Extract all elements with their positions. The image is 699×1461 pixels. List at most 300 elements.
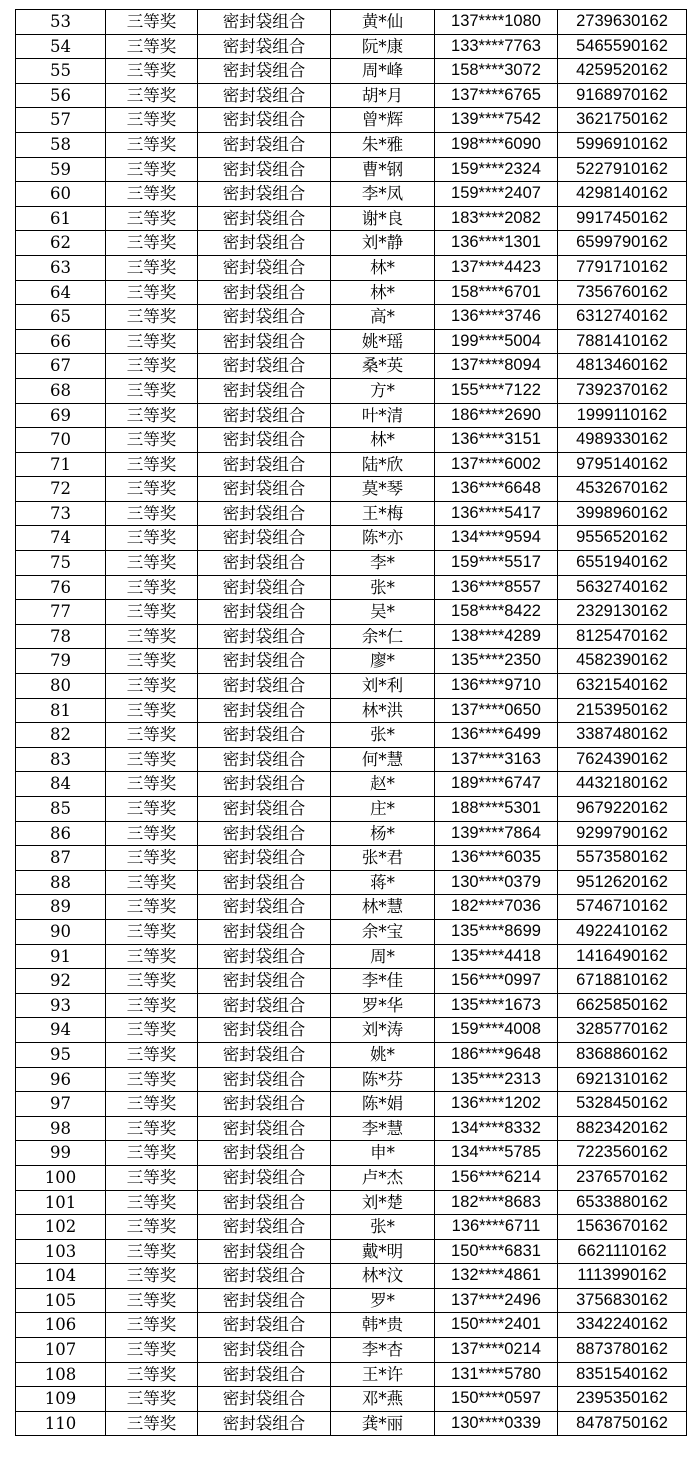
order-code-cell: 5328450162: [558, 1092, 687, 1117]
winner-name-cell: 张*: [331, 575, 435, 600]
winner-phone-cell: 150****6831: [435, 1239, 558, 1264]
prize-item-cell: 密封袋组合: [198, 477, 331, 502]
prize-level-cell: 三等奖: [106, 255, 198, 280]
table-row: [16, 526, 687, 551]
winner-name-cell: 李*杏: [331, 1338, 435, 1363]
winner-phone-cell: 139****7542: [435, 108, 558, 133]
prize-item-cell: 密封袋组合: [198, 305, 331, 330]
table-row: [16, 1018, 687, 1043]
winner-phone-cell: 136****3746: [435, 305, 558, 330]
order-code-cell: 4989330162: [558, 428, 687, 453]
winner-name-cell: 李*凤: [331, 182, 435, 207]
winner-phone-cell: 136****8557: [435, 575, 558, 600]
table-row: [16, 1411, 687, 1436]
order-code-cell: 7791710162: [558, 255, 687, 280]
prize-level-cell: 三等奖: [106, 919, 198, 944]
order-code-cell: 9512620162: [558, 870, 687, 895]
prize-level-cell: 三等奖: [106, 108, 198, 133]
row-number-cell: 74: [16, 526, 106, 551]
row-number-cell: 60: [16, 182, 106, 207]
winner-name-cell: 叶*清: [331, 403, 435, 428]
prize-item-cell: 密封袋组合: [198, 83, 331, 108]
order-code-cell: 4532670162: [558, 477, 687, 502]
prize-item-cell: 密封袋组合: [198, 1362, 331, 1387]
order-code-cell: 8125470162: [558, 624, 687, 649]
prize-item-cell: 密封袋组合: [198, 1264, 331, 1289]
table-row: [16, 1092, 687, 1117]
winner-phone-cell: 137****4423: [435, 255, 558, 280]
winner-name-cell: 刘*涛: [331, 1018, 435, 1043]
order-code-cell: 9556520162: [558, 526, 687, 551]
prize-level-cell: 三等奖: [106, 477, 198, 502]
prize-level-cell: 三等奖: [106, 895, 198, 920]
winner-name-cell: 王*梅: [331, 501, 435, 526]
table-row: [16, 59, 687, 84]
winner-phone-cell: 150****0597: [435, 1387, 558, 1412]
winner-phone-cell: 136****3151: [435, 428, 558, 453]
winner-phone-cell: 136****6648: [435, 477, 558, 502]
winner-name-cell: 何*慧: [331, 747, 435, 772]
winner-name-cell: 谢*良: [331, 206, 435, 231]
table-row: [16, 1165, 687, 1190]
winner-phone-cell: 137****3163: [435, 747, 558, 772]
winner-name-cell: 黄*仙: [331, 10, 435, 35]
row-number-cell: 57: [16, 108, 106, 133]
prize-item-cell: 密封袋组合: [198, 501, 331, 526]
winner-name-cell: 李*慧: [331, 1116, 435, 1141]
prize-level-cell: 三等奖: [106, 698, 198, 723]
winner-name-cell: 林*: [331, 428, 435, 453]
prize-item-cell: 密封袋组合: [198, 797, 331, 822]
prize-item-cell: 密封袋组合: [198, 551, 331, 576]
winner-phone-cell: 137****6002: [435, 452, 558, 477]
winner-name-cell: 周*峰: [331, 59, 435, 84]
prize-level-cell: 三等奖: [106, 649, 198, 674]
table-row: [16, 403, 687, 428]
row-number-cell: 90: [16, 919, 106, 944]
winner-phone-cell: 183****2082: [435, 206, 558, 231]
prize-item-cell: 密封袋组合: [198, 1116, 331, 1141]
winner-name-cell: 余*宝: [331, 919, 435, 944]
prize-item-cell: 密封袋组合: [198, 1042, 331, 1067]
row-number-cell: 61: [16, 206, 106, 231]
table-row: [16, 993, 687, 1018]
prize-level-cell: 三等奖: [106, 772, 198, 797]
winners-sheet: [15, 9, 686, 1436]
winner-phone-cell: 156****0997: [435, 969, 558, 994]
prize-item-cell: 密封袋组合: [198, 329, 331, 354]
prize-item-cell: 密封袋组合: [198, 895, 331, 920]
row-number-cell: 87: [16, 846, 106, 871]
table-row: [16, 944, 687, 969]
row-number-cell: 104: [16, 1264, 106, 1289]
prize-level-cell: 三等奖: [106, 1092, 198, 1117]
winner-name-cell: 林*: [331, 280, 435, 305]
winner-name-cell: 戴*明: [331, 1239, 435, 1264]
prize-level-cell: 三等奖: [106, 305, 198, 330]
table-row: [16, 10, 687, 35]
order-code-cell: 6533880162: [558, 1190, 687, 1215]
winner-phone-cell: 138****4289: [435, 624, 558, 649]
prize-item-cell: 密封袋组合: [198, 1092, 331, 1117]
winner-name-cell: 莫*琴: [331, 477, 435, 502]
prize-level-cell: 三等奖: [106, 59, 198, 84]
table-row: [16, 1264, 687, 1289]
order-code-cell: 3387480162: [558, 723, 687, 748]
winner-phone-cell: 137****0214: [435, 1338, 558, 1363]
winner-phone-cell: 135****2313: [435, 1067, 558, 1092]
winner-name-cell: 周*: [331, 944, 435, 969]
winner-name-cell: 桑*英: [331, 354, 435, 379]
row-number-cell: 110: [16, 1411, 106, 1436]
order-code-cell: 9917450162: [558, 206, 687, 231]
order-code-cell: 6621110162: [558, 1239, 687, 1264]
prize-item-cell: 密封袋组合: [198, 944, 331, 969]
winner-phone-cell: 130****0379: [435, 870, 558, 895]
row-number-cell: 108: [16, 1362, 106, 1387]
order-code-cell: 2376570162: [558, 1165, 687, 1190]
winner-phone-cell: 136****9710: [435, 674, 558, 699]
prize-item-cell: 密封袋组合: [198, 821, 331, 846]
prize-level-cell: 三等奖: [106, 624, 198, 649]
prize-level-cell: 三等奖: [106, 182, 198, 207]
table-row: [16, 1239, 687, 1264]
prize-level-cell: 三等奖: [106, 1215, 198, 1240]
prize-item-cell: 密封袋组合: [198, 231, 331, 256]
prize-item-cell: 密封袋组合: [198, 206, 331, 231]
winner-phone-cell: 137****6765: [435, 83, 558, 108]
winner-phone-cell: 137****0650: [435, 698, 558, 723]
prize-item-cell: 密封袋组合: [198, 969, 331, 994]
prize-item-cell: 密封袋组合: [198, 452, 331, 477]
winner-phone-cell: 159****2324: [435, 157, 558, 182]
row-number-cell: 62: [16, 231, 106, 256]
row-number-cell: 91: [16, 944, 106, 969]
winner-phone-cell: 186****9648: [435, 1042, 558, 1067]
table-row: [16, 846, 687, 871]
table-row: [16, 206, 687, 231]
prize-level-cell: 三等奖: [106, 157, 198, 182]
row-number-cell: 92: [16, 969, 106, 994]
row-number-cell: 79: [16, 649, 106, 674]
table-row: [16, 797, 687, 822]
prize-level-cell: 三等奖: [106, 797, 198, 822]
order-code-cell: 4813460162: [558, 354, 687, 379]
prize-level-cell: 三等奖: [106, 1042, 198, 1067]
winner-name-cell: 庄*: [331, 797, 435, 822]
row-number-cell: 105: [16, 1288, 106, 1313]
row-number-cell: 95: [16, 1042, 106, 1067]
prize-level-cell: 三等奖: [106, 600, 198, 625]
winner-name-cell: 林*汶: [331, 1264, 435, 1289]
winner-name-cell: 曾*辉: [331, 108, 435, 133]
table-row: [16, 354, 687, 379]
order-code-cell: 6921310162: [558, 1067, 687, 1092]
winner-name-cell: 刘*利: [331, 674, 435, 699]
winner-name-cell: 张*: [331, 1215, 435, 1240]
prize-item-cell: 密封袋组合: [198, 600, 331, 625]
winner-name-cell: 姚*瑶: [331, 329, 435, 354]
table-row: [16, 698, 687, 723]
winner-name-cell: 龚*丽: [331, 1411, 435, 1436]
winner-name-cell: 陈*芬: [331, 1067, 435, 1092]
table-row: [16, 501, 687, 526]
order-code-cell: 6718810162: [558, 969, 687, 994]
order-code-cell: 7356760162: [558, 280, 687, 305]
order-code-cell: 8873780162: [558, 1338, 687, 1363]
prize-level-cell: 三等奖: [106, 1190, 198, 1215]
order-code-cell: 7624390162: [558, 747, 687, 772]
order-code-cell: 1563670162: [558, 1215, 687, 1240]
prize-level-cell: 三等奖: [106, 1338, 198, 1363]
table-row: [16, 1288, 687, 1313]
row-number-cell: 53: [16, 10, 106, 35]
order-code-cell: 6551940162: [558, 551, 687, 576]
order-code-cell: 3285770162: [558, 1018, 687, 1043]
order-code-cell: 4259520162: [558, 59, 687, 84]
winner-name-cell: 赵*: [331, 772, 435, 797]
prize-level-cell: 三等奖: [106, 944, 198, 969]
order-code-cell: 8823420162: [558, 1116, 687, 1141]
prize-item-cell: 密封袋组合: [198, 378, 331, 403]
row-number-cell: 85: [16, 797, 106, 822]
table-row: [16, 772, 687, 797]
row-number-cell: 86: [16, 821, 106, 846]
table-row: [16, 329, 687, 354]
prize-level-cell: 三等奖: [106, 403, 198, 428]
row-number-cell: 89: [16, 895, 106, 920]
winner-phone-cell: 182****8683: [435, 1190, 558, 1215]
prize-item-cell: 密封袋组合: [198, 157, 331, 182]
prize-level-cell: 三等奖: [106, 526, 198, 551]
prize-level-cell: 三等奖: [106, 501, 198, 526]
winner-phone-cell: 136****5417: [435, 501, 558, 526]
order-code-cell: 6599790162: [558, 231, 687, 256]
winner-phone-cell: 159****4008: [435, 1018, 558, 1043]
prize-level-cell: 三等奖: [106, 575, 198, 600]
prize-level-cell: 三等奖: [106, 821, 198, 846]
prize-item-cell: 密封袋组合: [198, 1067, 331, 1092]
prize-item-cell: 密封袋组合: [198, 354, 331, 379]
table-row: [16, 1067, 687, 1092]
row-number-cell: 77: [16, 600, 106, 625]
prize-item-cell: 密封袋组合: [198, 1338, 331, 1363]
prize-level-cell: 三等奖: [106, 452, 198, 477]
winner-name-cell: 刘*楚: [331, 1190, 435, 1215]
prize-level-cell: 三等奖: [106, 354, 198, 379]
row-number-cell: 58: [16, 132, 106, 157]
prize-item-cell: 密封袋组合: [198, 1215, 331, 1240]
winner-name-cell: 曹*钢: [331, 157, 435, 182]
row-number-cell: 54: [16, 34, 106, 59]
prize-item-cell: 密封袋组合: [198, 428, 331, 453]
prize-item-cell: 密封袋组合: [198, 993, 331, 1018]
row-number-cell: 70: [16, 428, 106, 453]
winner-name-cell: 陆*欣: [331, 452, 435, 477]
table-row: [16, 1313, 687, 1338]
winner-phone-cell: 136****6711: [435, 1215, 558, 1240]
order-code-cell: 7223560162: [558, 1141, 687, 1166]
row-number-cell: 63: [16, 255, 106, 280]
prize-item-cell: 密封袋组合: [198, 575, 331, 600]
order-code-cell: 2739630162: [558, 10, 687, 35]
order-code-cell: 1113990162: [558, 1264, 687, 1289]
prize-level-cell: 三等奖: [106, 747, 198, 772]
winner-name-cell: 罗*: [331, 1288, 435, 1313]
prize-item-cell: 密封袋组合: [198, 34, 331, 59]
winner-name-cell: 吴*: [331, 600, 435, 625]
winner-phone-cell: 136****6035: [435, 846, 558, 871]
table-row: [16, 919, 687, 944]
prize-item-cell: 密封袋组合: [198, 723, 331, 748]
winner-phone-cell: 159****5517: [435, 551, 558, 576]
order-code-cell: 3756830162: [558, 1288, 687, 1313]
row-number-cell: 78: [16, 624, 106, 649]
order-code-cell: 4432180162: [558, 772, 687, 797]
row-number-cell: 71: [16, 452, 106, 477]
prize-level-cell: 三等奖: [106, 1116, 198, 1141]
winner-name-cell: 张*: [331, 723, 435, 748]
prize-level-cell: 三等奖: [106, 83, 198, 108]
winners-table-body: [16, 10, 687, 1436]
winner-phone-cell: 132****4861: [435, 1264, 558, 1289]
table-row: [16, 378, 687, 403]
table-row: [16, 1190, 687, 1215]
prize-level-cell: 三等奖: [106, 378, 198, 403]
winner-phone-cell: 135****2350: [435, 649, 558, 674]
prize-item-cell: 密封袋组合: [198, 255, 331, 280]
table-row: [16, 895, 687, 920]
prize-level-cell: 三等奖: [106, 1239, 198, 1264]
winner-name-cell: 韩*贵: [331, 1313, 435, 1338]
order-code-cell: 1999110162: [558, 403, 687, 428]
prize-level-cell: 三等奖: [106, 132, 198, 157]
table-row: [16, 575, 687, 600]
order-code-cell: 6312740162: [558, 305, 687, 330]
winner-name-cell: 李*: [331, 551, 435, 576]
prize-level-cell: 三等奖: [106, 674, 198, 699]
winners-table: [15, 9, 687, 1436]
winner-name-cell: 陈*亦: [331, 526, 435, 551]
order-code-cell: 8478750162: [558, 1411, 687, 1436]
prize-item-cell: 密封袋组合: [198, 674, 331, 699]
prize-item-cell: 密封袋组合: [198, 698, 331, 723]
row-number-cell: 93: [16, 993, 106, 1018]
row-number-cell: 100: [16, 1165, 106, 1190]
table-row: [16, 674, 687, 699]
winner-name-cell: 刘*静: [331, 231, 435, 256]
row-number-cell: 98: [16, 1116, 106, 1141]
order-code-cell: 5573580162: [558, 846, 687, 871]
row-number-cell: 81: [16, 698, 106, 723]
table-row: [16, 1387, 687, 1412]
prize-level-cell: 三等奖: [106, 846, 198, 871]
prize-level-cell: 三等奖: [106, 280, 198, 305]
order-code-cell: 5632740162: [558, 575, 687, 600]
order-code-cell: 2329130162: [558, 600, 687, 625]
order-code-cell: 3342240162: [558, 1313, 687, 1338]
order-code-cell: 5465590162: [558, 34, 687, 59]
table-row: [16, 969, 687, 994]
winner-phone-cell: 136****1301: [435, 231, 558, 256]
table-row: [16, 747, 687, 772]
row-number-cell: 109: [16, 1387, 106, 1412]
table-row: [16, 1215, 687, 1240]
winner-phone-cell: 158****8422: [435, 600, 558, 625]
row-number-cell: 66: [16, 329, 106, 354]
prize-level-cell: 三等奖: [106, 1387, 198, 1412]
table-row: [16, 1042, 687, 1067]
table-row: [16, 1338, 687, 1363]
table-row: [16, 649, 687, 674]
prize-level-cell: 三等奖: [106, 428, 198, 453]
prize-item-cell: 密封袋组合: [198, 280, 331, 305]
winner-phone-cell: 133****7763: [435, 34, 558, 59]
table-row: [16, 428, 687, 453]
winner-phone-cell: 158****6701: [435, 280, 558, 305]
row-number-cell: 94: [16, 1018, 106, 1043]
row-number-cell: 73: [16, 501, 106, 526]
row-number-cell: 83: [16, 747, 106, 772]
order-code-cell: 1416490162: [558, 944, 687, 969]
winner-phone-cell: 186****2690: [435, 403, 558, 428]
prize-item-cell: 密封袋组合: [198, 132, 331, 157]
prize-level-cell: 三等奖: [106, 723, 198, 748]
table-row: [16, 83, 687, 108]
prize-item-cell: 密封袋组合: [198, 1239, 331, 1264]
winner-name-cell: 胡*月: [331, 83, 435, 108]
prize-level-cell: 三等奖: [106, 206, 198, 231]
winner-phone-cell: 137****1080: [435, 10, 558, 35]
prize-item-cell: 密封袋组合: [198, 1141, 331, 1166]
order-code-cell: 9168970162: [558, 83, 687, 108]
winner-name-cell: 罗*华: [331, 993, 435, 1018]
winner-phone-cell: 137****8094: [435, 354, 558, 379]
row-number-cell: 106: [16, 1313, 106, 1338]
order-code-cell: 2153950162: [558, 698, 687, 723]
prize-item-cell: 密封袋组合: [198, 624, 331, 649]
prize-item-cell: 密封袋组合: [198, 1190, 331, 1215]
table-row: [16, 1141, 687, 1166]
table-row: [16, 821, 687, 846]
prize-level-cell: 三等奖: [106, 34, 198, 59]
prize-level-cell: 三等奖: [106, 1264, 198, 1289]
row-number-cell: 68: [16, 378, 106, 403]
table-row: [16, 255, 687, 280]
row-number-cell: 88: [16, 870, 106, 895]
winner-name-cell: 申*: [331, 1141, 435, 1166]
prize-level-cell: 三等奖: [106, 1411, 198, 1436]
winner-name-cell: 陈*娟: [331, 1092, 435, 1117]
prize-item-cell: 密封袋组合: [198, 1288, 331, 1313]
prize-item-cell: 密封袋组合: [198, 182, 331, 207]
table-row: [16, 870, 687, 895]
prize-item-cell: 密封袋组合: [198, 747, 331, 772]
order-code-cell: 2395350162: [558, 1387, 687, 1412]
table-row: [16, 600, 687, 625]
winner-phone-cell: 135****1673: [435, 993, 558, 1018]
winner-phone-cell: 130****0339: [435, 1411, 558, 1436]
winner-phone-cell: 182****7036: [435, 895, 558, 920]
row-number-cell: 103: [16, 1239, 106, 1264]
winner-phone-cell: 134****9594: [435, 526, 558, 551]
winner-name-cell: 林*: [331, 255, 435, 280]
winner-phone-cell: 134****8332: [435, 1116, 558, 1141]
prize-level-cell: 三等奖: [106, 1018, 198, 1043]
table-row: [16, 108, 687, 133]
prize-level-cell: 三等奖: [106, 993, 198, 1018]
winner-phone-cell: 131****5780: [435, 1362, 558, 1387]
